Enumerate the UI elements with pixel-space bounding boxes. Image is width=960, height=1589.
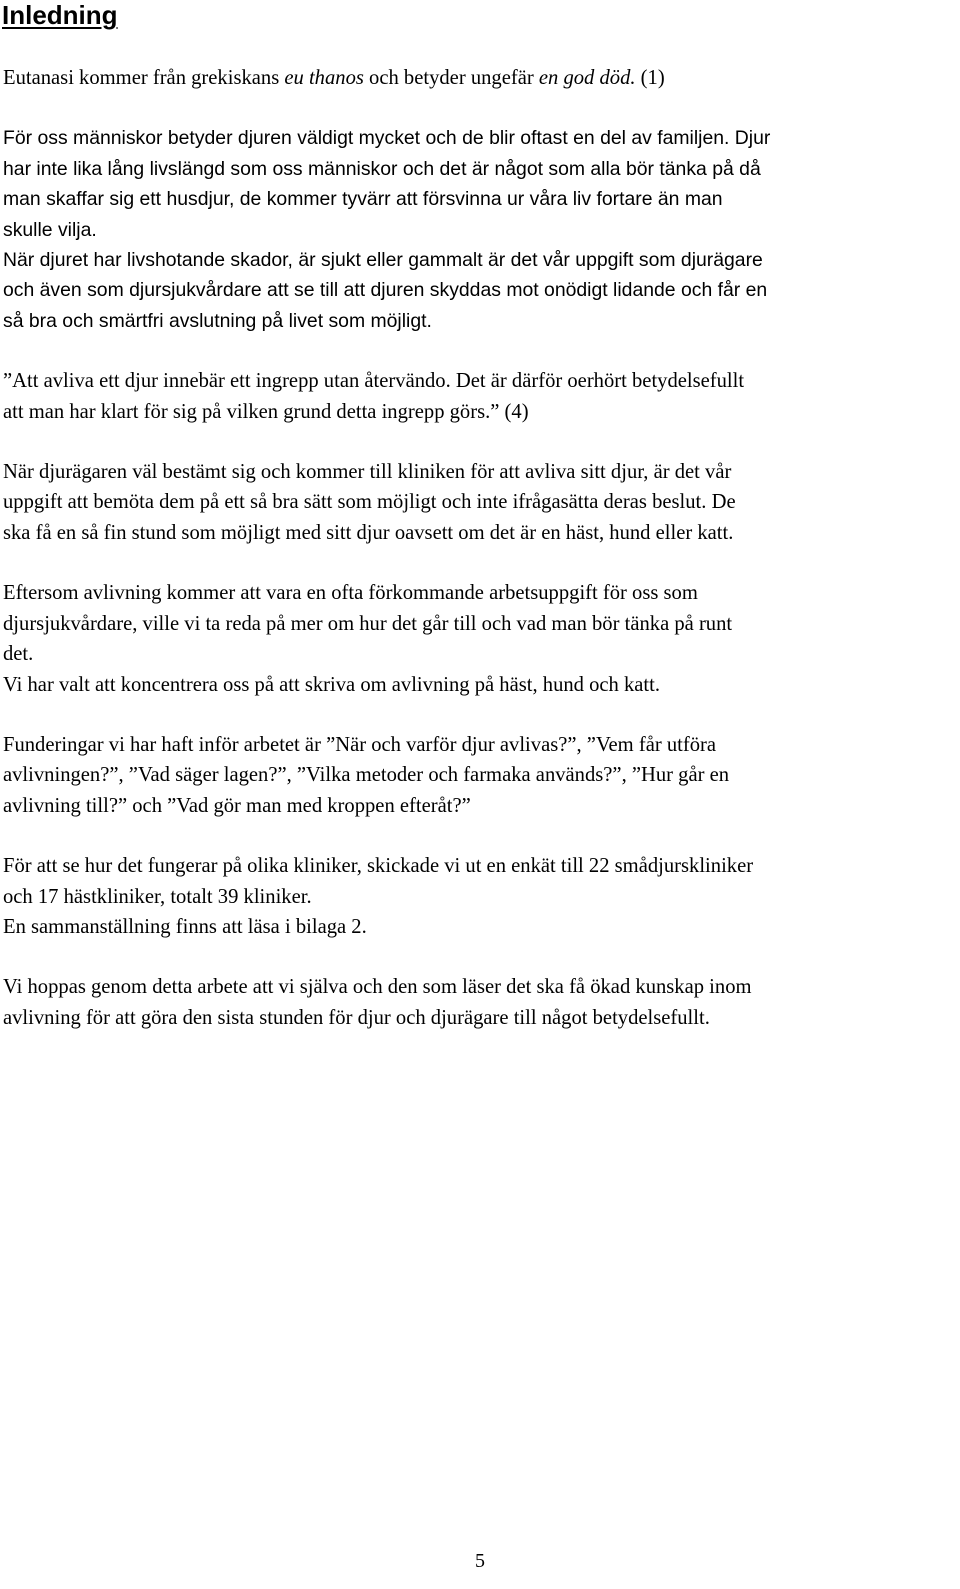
- paragraph-etymology: [3, 63, 958, 93]
- etymology-term-meaning: en god död.: [538, 67, 636, 89]
- section-heading: Inledning: [2, 0, 118, 30]
- etymology-term-greek: eu thanos: [284, 67, 364, 89]
- paragraph-questions: Funderingar vi har haft inför arbetet är ”När och varför djur avlivas?”, ”Vem får utföra avlivningen?”, ”Vad säger lagen?”, ”Vilka metoder och farmaka används?”, ”Hur går en avlivning till?” och ”Vad gör man med kroppen efteråt?”: [3, 733, 730, 817]
- paragraph-hope: Vi hoppas genom detta arbete att vi själva och den som läser det ska få ökad kunskap inom avlivning för att göra den sista stunden för djur och djurägare till något betydelsefullt.: [3, 976, 752, 1029]
- paragraph-quote: ”Att avliva ett djur innebär ett ingrepp utan återvändo. Det är därför oerhört betydelsefullt att man har klart för sig på vilken grund detta ingrepp görs.” (4): [3, 370, 745, 423]
- paragraph-survey: För att se hur det fungerar på olika kliniker, skickade vi ut en enkät till 22 smådjurskliniker och 17 hästkliniker, totalt 39 kliniker. En sammanställning finns att läsa i bilaga 2.: [3, 855, 754, 938]
- etymology-text-1: Eutanasi kommer från grekiskans: [3, 67, 285, 89]
- paragraph-purpose: Eftersom avlivning kommer att vara en ofta förkommande arbetsuppgift för oss som djursjukvårdare, ville vi ta reda på mer om hur det går till och vad man bör tänka på runt det. Vi har valt att koncentrera oss på att skriva om avlivning på häst, hund och katt.: [3, 582, 733, 696]
- paragraph-clinic-visit: När djurägaren väl bestämt sig och kommer till kliniken för att avliva sitt djur, är det vår uppgift att bemöta dem på ett så bra sätt som möjligt och inte ifrågasätta deras beslut. De ska få en så fin stund som möjligt med sitt djur oavsett om det är en häst, hund eller katt.: [3, 461, 736, 544]
- paragraph-pets-family: För oss människor betyder djuren väldigt mycket och de blir oftast en del av familjen. Djur har inte lika lång livslängd som oss människor och det är något som alla bör tänka på då man skaffar sig ett husdjur, de kommer tyvärr att försvinna ur våra liv fortare än man skulle vilja.: [3, 127, 771, 241]
- paragraph-owner-duty: När djuret har livshotande skador, är sjukt eller gammalt är det vår uppgift som djurägare och även som djursjukvårdare att se till att djuren skyddas mot onödigt lidande och får en så bra och smärtfri avslutning på livet som möjligt.: [3, 249, 768, 332]
- etymology-text-2: och betyder ungefär: [363, 67, 539, 89]
- body-text: [3, 63, 958, 1063]
- etymology-citation: (1): [635, 67, 665, 89]
- page-number: 5: [475, 1550, 485, 1572]
